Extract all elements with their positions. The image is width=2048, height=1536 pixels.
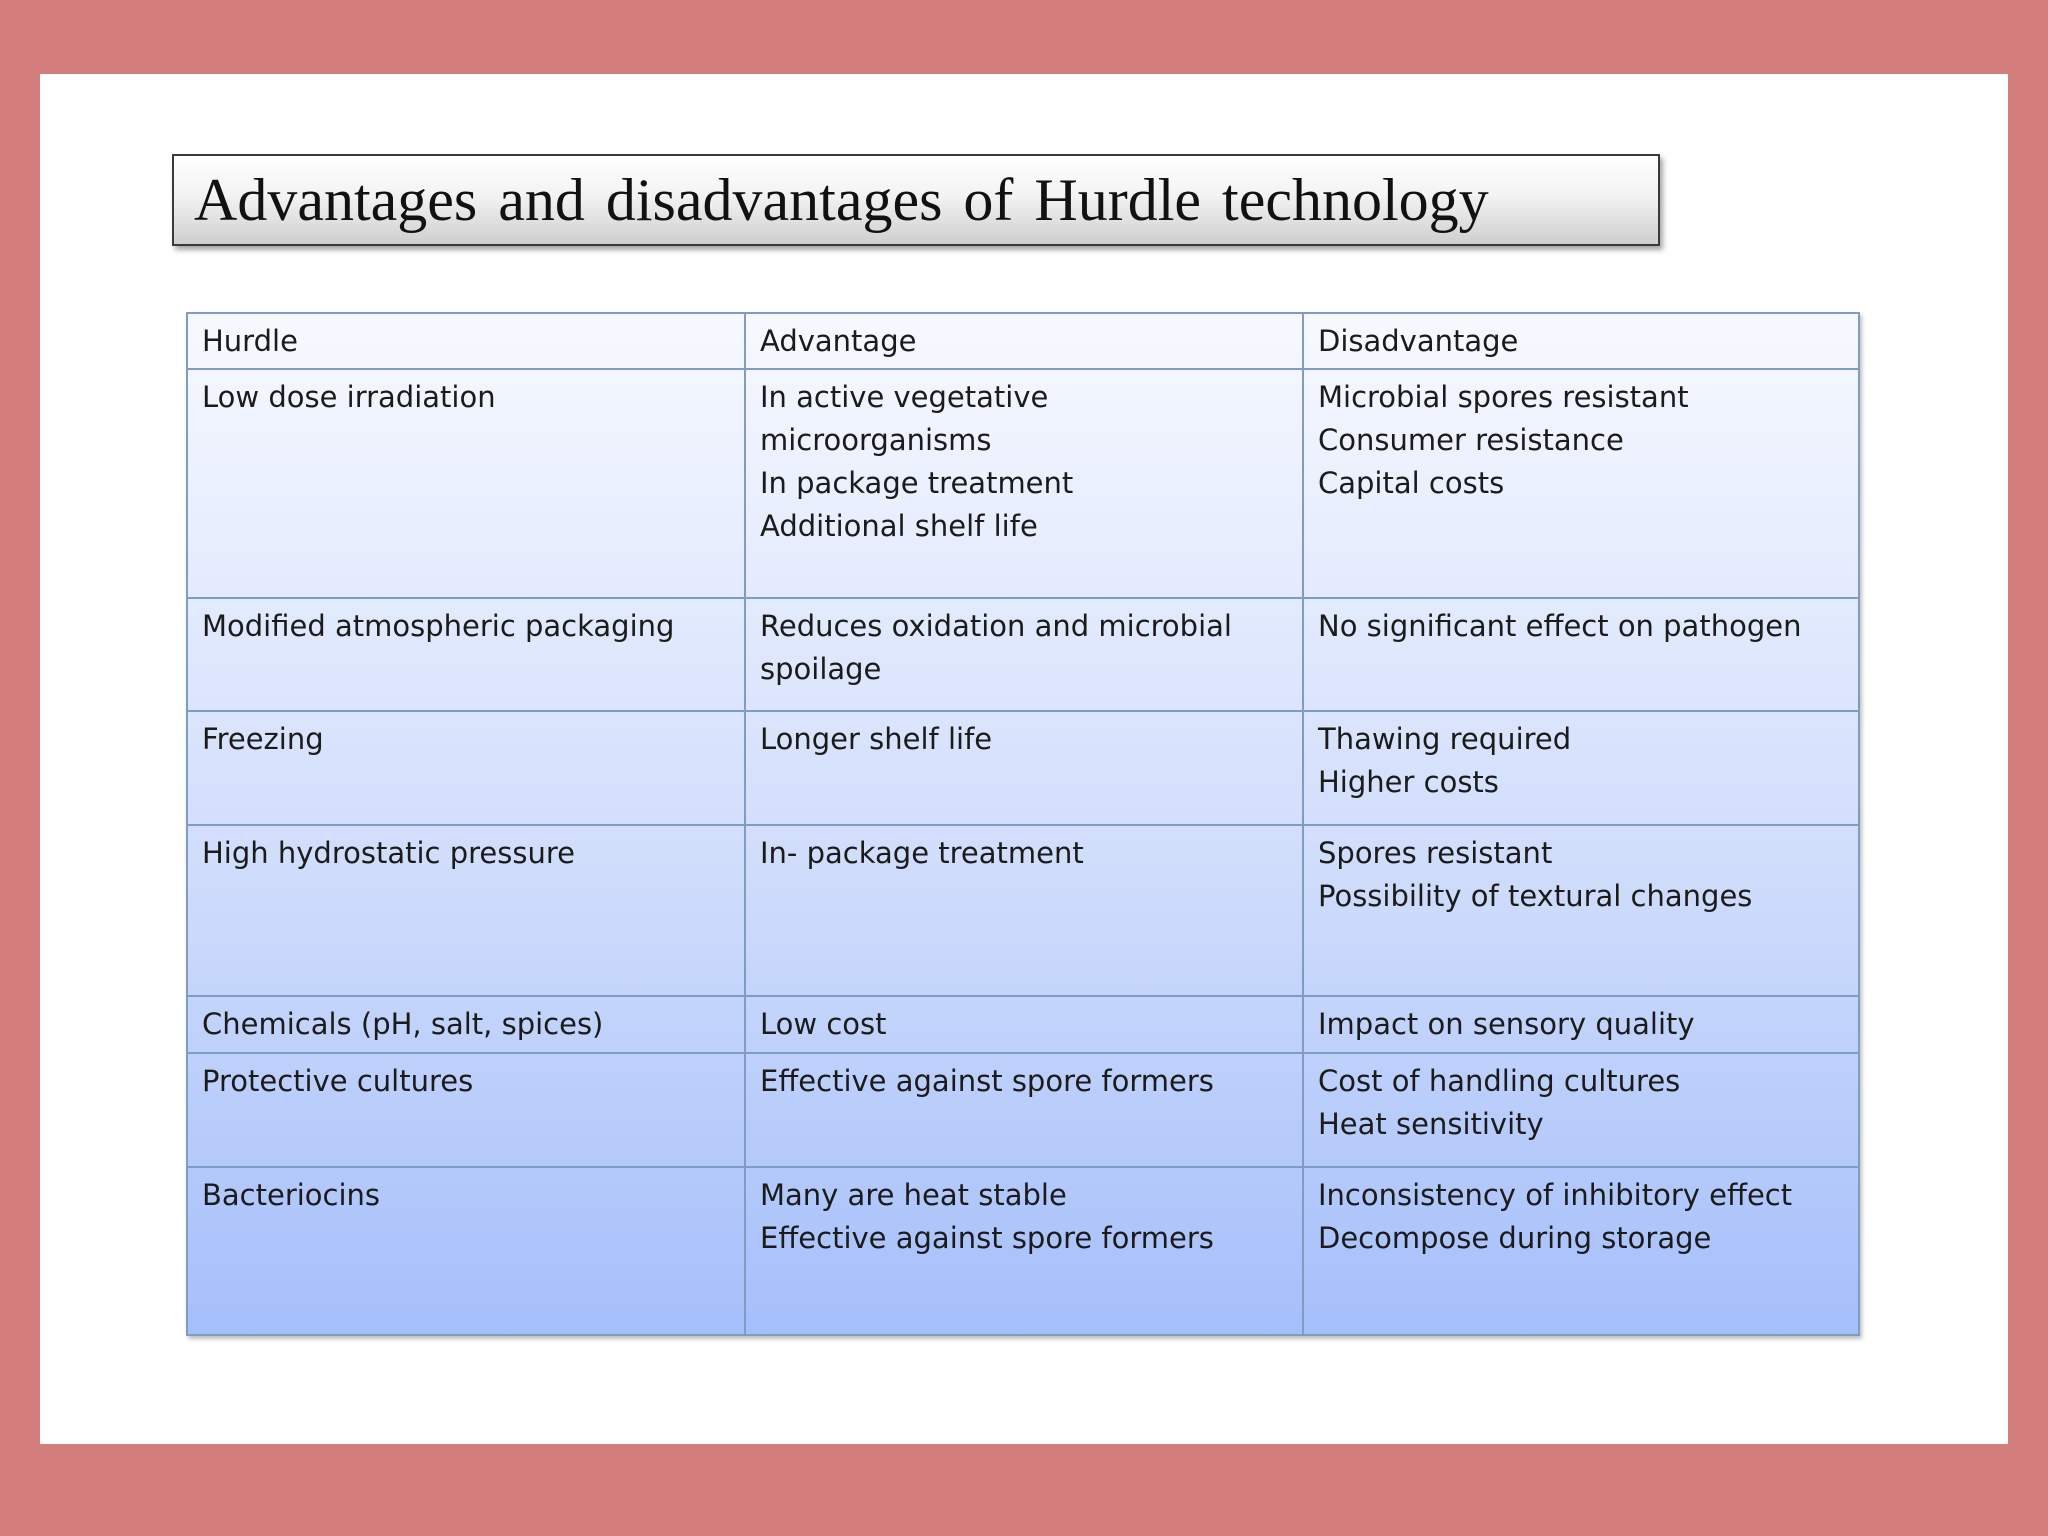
- header-cell-advantage: [746, 314, 1304, 370]
- table-cell-hurdle: [188, 826, 746, 997]
- disadvantage-text: No significant effect on pathogen: [1318, 609, 1802, 643]
- advantage-text: Many are heat stable: [760, 1178, 1067, 1212]
- advantage-text: Effective against spore formers: [760, 1064, 1214, 1098]
- advantage-text: Additional shelf life: [760, 509, 1038, 543]
- hurdle-text: Modified atmospheric packaging: [202, 609, 675, 643]
- slide-title: Advantages and disadvantages of Hurdle technology: [194, 166, 1489, 233]
- slide: [40, 74, 2008, 1444]
- advantage-text: microorganisms: [760, 423, 992, 457]
- table-cell-disadvantage: [1304, 826, 1858, 997]
- disadvantage-text: Capital costs: [1318, 466, 1505, 500]
- hurdle-table: [186, 312, 1860, 1336]
- disadvantage-text: Impact on sensory quality: [1318, 1007, 1695, 1041]
- header-cell-disadvantage: [1304, 314, 1858, 370]
- hurdle-text: Freezing: [202, 722, 324, 756]
- advantage-text: In package treatment: [760, 466, 1074, 500]
- disadvantage-text: Microbial spores resistant: [1318, 380, 1689, 414]
- advantage-text: Reduces oxidation and microbial: [760, 609, 1232, 643]
- disadvantage-text: Thawing required: [1318, 722, 1572, 756]
- hurdle-text: High hydrostatic pressure: [202, 836, 575, 870]
- advantage-text: In active vegetative: [760, 380, 1049, 414]
- table-cell-disadvantage: [1304, 1168, 1858, 1334]
- table-cell-advantage: [746, 997, 1304, 1054]
- column-header: Advantage: [760, 324, 917, 358]
- disadvantage-text: Consumer resistance: [1318, 423, 1624, 457]
- advantage-text: In- package treatment: [760, 836, 1084, 870]
- table-cell-advantage: [746, 1054, 1304, 1168]
- disadvantage-text: Higher costs: [1318, 765, 1499, 799]
- table-cell-hurdle: [188, 599, 746, 712]
- column-header: Disadvantage: [1318, 324, 1519, 358]
- advantage-text: Low cost: [760, 1007, 887, 1041]
- table-cell-advantage: [746, 599, 1304, 712]
- table-cell-disadvantage: [1304, 370, 1858, 599]
- table-cell-advantage: [746, 1168, 1304, 1334]
- table-cell-disadvantage: [1304, 712, 1858, 826]
- title-box: [172, 154, 1660, 246]
- table-cell-disadvantage: [1304, 599, 1858, 712]
- table-cell-hurdle: [188, 370, 746, 599]
- table-cell-advantage: [746, 826, 1304, 997]
- table-cell-advantage: [746, 370, 1304, 599]
- disadvantage-text: Heat sensitivity: [1318, 1107, 1544, 1141]
- disadvantage-text: Possibility of textural changes: [1318, 879, 1753, 913]
- hurdle-text: Chemicals (pH, salt, spices): [202, 1007, 604, 1041]
- table-cell-advantage: [746, 712, 1304, 826]
- table-cell-hurdle: [188, 1054, 746, 1168]
- advantage-text: Effective against spore formers: [760, 1221, 1214, 1255]
- hurdle-text: Low dose irradiation: [202, 380, 496, 414]
- disadvantage-text: Cost of handling cultures: [1318, 1064, 1681, 1098]
- disadvantage-text: Spores resistant: [1318, 836, 1553, 870]
- advantage-text: Longer shelf life: [760, 722, 993, 756]
- table-cell-hurdle: [188, 712, 746, 826]
- table-cell-hurdle: [188, 1168, 746, 1334]
- header-cell-hurdle: [188, 314, 746, 370]
- hurdle-text: Bacteriocins: [202, 1178, 381, 1212]
- advantage-text: spoilage: [760, 652, 882, 686]
- table-cell-disadvantage: [1304, 997, 1858, 1054]
- column-header: Hurdle: [202, 324, 298, 358]
- disadvantage-text: Inconsistency of inhibitory effect: [1318, 1178, 1793, 1212]
- table-cell-disadvantage: [1304, 1054, 1858, 1168]
- hurdle-text: Protective cultures: [202, 1064, 474, 1098]
- table-cell-hurdle: [188, 997, 746, 1054]
- disadvantage-text: Decompose during storage: [1318, 1221, 1712, 1255]
